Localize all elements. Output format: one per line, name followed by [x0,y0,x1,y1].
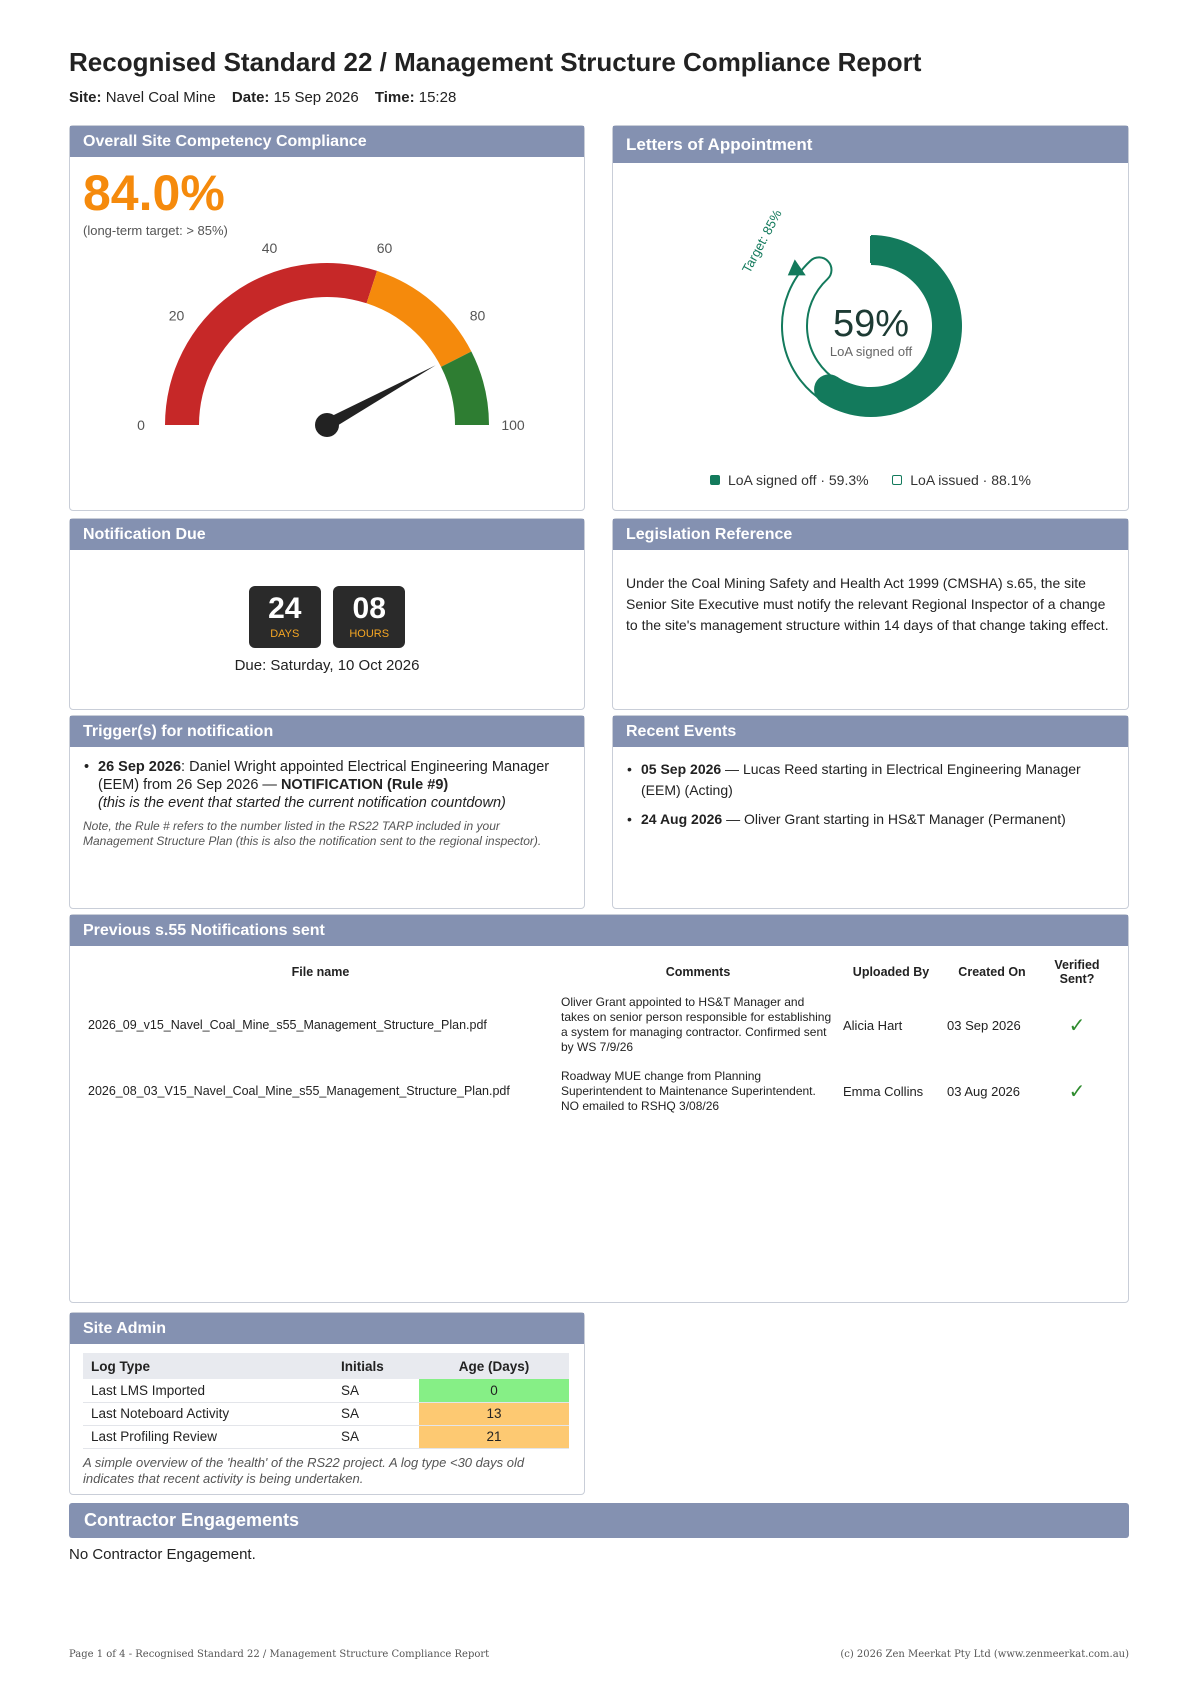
hours-counter [333,586,405,648]
created-on-cell: 03 Sep 2026 [947,1017,1021,1033]
days-label: DAYS [270,628,300,640]
col-comments: Comments [665,965,731,979]
event-date: 05 Sep 2026 [641,761,722,777]
uploaded-by-cell: Alicia Hart [843,1017,903,1033]
triggers-heading: Trigger(s) for notification [70,716,584,747]
notification-due-heading: Notification Due [70,519,584,550]
contractor-text: No Contractor Engagement. [69,1546,256,1563]
gauge-tick-label: 100 [501,417,525,433]
triggers-note: Note, the Rule # refers to the number listed in the RS22 TARP included in your Management Structure Plan (this is also the notification sent to the regional inspector). [83,819,542,848]
created-on-cell: 03 Aug 2026 [947,1083,1021,1099]
legislation-text: Under the Coal Mining Safety and Health Act 1999 (CMSHA) s.65, the site Senior Site Executive must notify the relevant Regional Inspector of a change to the site's management structure within 14 days of that change taking effect. [626,575,1109,633]
legend-signed-off-swatch [710,475,720,485]
s55-heading: Previous s.55 Notifications sent [70,915,1128,946]
site-label: Site: [69,89,102,106]
initials-cell: SA [333,1379,419,1402]
trigger-rule: NOTIFICATION (Rule #9) [280,777,449,793]
hours-label: HOURS [349,628,390,640]
table-row [83,1379,569,1402]
event-date: 24 Aug 2026 [641,811,723,827]
table-row [84,992,1113,1058]
competency-heading: Overall Site Competency Compliance [70,126,584,157]
notification-due-panel [69,518,585,710]
hours-value: 08 [352,592,386,625]
col-verified-sent: Verified Sent? [1054,958,1100,986]
triggers-panel [69,715,585,909]
col-file-name: File name [291,965,350,979]
site-admin-heading: Site Admin [70,1313,584,1344]
age-cell: 0 [419,1379,569,1402]
verified-check-icon: ✓ [1068,1014,1086,1037]
s55-header-row [84,952,1113,992]
recent-events-heading: Recent Events [613,716,1128,747]
legislation-panel [612,518,1129,710]
log-type-cell: Last Noteboard Activity [83,1402,333,1425]
age-cell: 13 [419,1402,569,1425]
verified-check-icon: ✓ [1068,1080,1086,1103]
gauge-needle [324,365,436,430]
footer-left: Page 1 of 4 - Recognised Standard 22 / Management Structure Compliance Report [69,1649,490,1660]
competency-target-note: (long-term target: > 85%) [83,223,228,238]
col-uploaded-by: Uploaded By [852,965,930,979]
event-item [619,759,1114,801]
site-admin-note: A simple overview of the 'health' of the RS22 project. A log type <30 days old indicates that recent activity is being undertaken. [83,1455,525,1486]
log-type-cell: Last LMS Imported [83,1379,333,1402]
s55-panel [69,914,1129,1303]
legend-signed-off-label: LoA signed off · 59.3% [727,472,869,488]
col-log-type: Log Type [83,1353,333,1379]
days-counter [249,586,321,648]
legend-issued-label: LoA issued · 88.1% [910,472,1031,488]
event-item [619,809,1114,830]
s55-table [84,952,1113,1124]
site-admin-table [83,1353,569,1449]
col-initials: Initials [333,1353,419,1379]
time-label: Time: [374,89,415,106]
loa-heading: Letters of Appointment [613,126,1128,163]
age-cell: 21 [419,1425,569,1448]
site-value: Navel Coal Mine [105,89,216,106]
due-date: Due: Saturday, 10 Oct 2026 [234,657,420,674]
col-created-on: Created On [958,965,1026,979]
site-admin-panel [69,1312,585,1495]
contractor-heading: Contractor Engagements [69,1503,1129,1538]
date-value: 15 Sep 2026 [273,89,359,106]
trigger-date: 26 Sep 2026 [98,759,182,775]
page-title: Recognised Standard 22 / Management Structure Compliance Report [69,47,922,77]
gauge-needle-hub [315,413,339,437]
loa-legend [613,472,1128,488]
event-text: — Lucas Reed starting in Electrical Engineering Manager (EEM) (Acting) [641,761,1081,798]
file-link[interactable]: 2026_09_v15_Navel_Coal_Mine_s55_Management_Structure_Plan.pdf [88,1018,487,1032]
loa-target-label: Target: 85% [738,207,785,276]
table-row [83,1425,569,1448]
gauge-tick-label: 0 [137,417,145,433]
gauge-band [367,271,472,367]
competency-panel [69,125,585,511]
log-type-cell: Last Profiling Review [83,1425,333,1448]
competency-gauge [70,240,586,511]
trigger-item [76,758,570,812]
gauge-tick-label: 60 [376,240,393,257]
time-value: 15:28 [418,89,457,106]
days-value: 24 [268,592,302,625]
loa-center-value: 59% [832,303,910,345]
loa-panel [612,125,1129,511]
comment-cell: Roadway MUE change from Planning Superintendent to Maintenance Superintendent. NO emailed to RSHQ 3/08/26 [561,1068,816,1113]
gauge-band [165,263,377,425]
gauge-tick-label: 20 [168,307,185,324]
uploaded-by-cell: Emma Collins [843,1083,924,1099]
col-age-days: Age (Days) [419,1353,569,1379]
table-row [83,1402,569,1425]
date-label: Date: [231,89,270,106]
countdown [70,586,584,648]
site-admin-header-row [83,1353,569,1379]
loa-signed-off-cap [814,374,844,404]
legend-issued-swatch [892,475,902,485]
comment-cell: Oliver Grant appointed to HS&T Manager and takes on senior person responsible for establishing a system for managing contractor. Confirmed sent by WS 7/9/26 [561,995,832,1054]
report-meta [69,89,456,106]
loa-ring-chart [613,163,1130,463]
legislation-heading: Legislation Reference [613,519,1128,550]
initials-cell: SA [333,1402,419,1425]
initials-cell: SA [333,1425,419,1448]
triggers-list [76,758,570,812]
gauge-tick-label: 80 [469,307,486,324]
trigger-text: : Daniel Wright appointed Electrical Engineering Manager (EEM) from 26 Sep 2026 — [98,759,550,793]
footer-right: (c) 2026 Zen Meerkat Pty Ltd (www.zenmeerkat.com.au) [840,1649,1129,1660]
competency-value: 84.0% [83,165,225,221]
table-row [84,1058,1113,1124]
recent-events-panel [612,715,1129,909]
file-link[interactable]: 2026_08_03_V15_Navel_Coal_Mine_s55_Management_Structure_Plan.pdf [88,1084,510,1098]
loa-center-label: LoA signed off [829,344,913,359]
recent-events-list [619,759,1114,830]
trigger-italic-note: (this is the event that started the current notification countdown) [98,795,506,811]
event-text: — Oliver Grant starting in HS&T Manager (Permanent) [722,811,1066,827]
gauge-tick-label: 40 [261,240,278,257]
